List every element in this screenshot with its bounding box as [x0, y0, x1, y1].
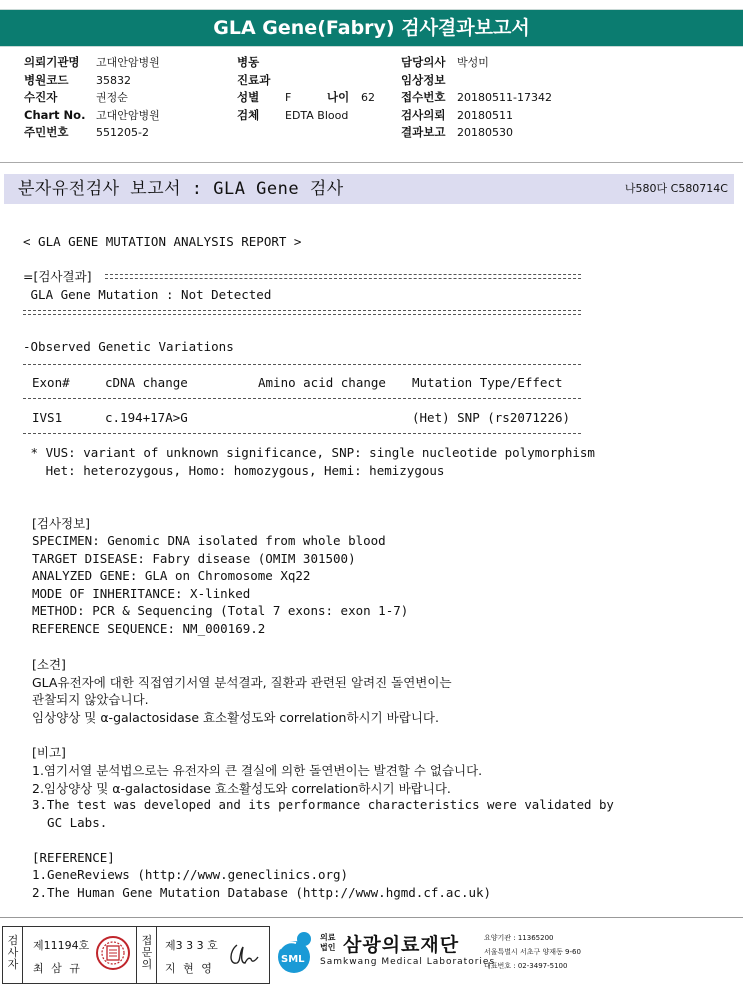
info-line: METHOD: PCR & Sequencing (Total 7 exons: exon 1-7) — [32, 603, 409, 618]
opinion-line: 임상양상 및 α-galactosidase 효소활성도와 correlation하시기 바랍니다. — [32, 710, 439, 725]
org-contact — [484, 931, 581, 973]
sml-logo-text: SML — [281, 954, 305, 965]
info-line: MODE OF INHERITANCE: X-linked — [32, 586, 251, 601]
result-rule-top — [105, 274, 581, 279]
field-department: 진료과 — [237, 72, 271, 87]
header-col-3 — [401, 54, 552, 142]
corp-label — [320, 933, 335, 953]
corp-label-line: 법인 — [320, 943, 336, 952]
th-amino: Amino acid change — [258, 375, 386, 390]
section-title: 분자유전검사 보고서 : GLA Gene 검사 — [18, 179, 344, 199]
opinion-line: GLA유전자에 대한 직접염기서열 분석결과, 질환과 관련된 알려진 돌연변이는 — [32, 675, 452, 690]
info-line: REFERENCE SEQUENCE: NM_000169.2 — [32, 621, 266, 636]
notes-line: * VUS: variant of unknown significance, SNP: single nucleotide polymorphism — [23, 445, 595, 460]
section-band — [4, 174, 734, 204]
field-institution: 의뢰기관명 고대안암병원 — [24, 55, 160, 69]
contact-line: 서울특별시 서초구 양재동 9-60 — [484, 948, 581, 956]
tester-vertical-char: 검 — [7, 934, 19, 947]
table-rule-bottom — [23, 433, 581, 434]
result-label: =[검사결과] — [23, 269, 92, 284]
field-sex-age: 성별 F 나이 62 — [237, 90, 375, 105]
table-rule-top — [23, 364, 581, 365]
sml-logo — [270, 929, 316, 975]
reference-line: 2.The Human Gene Mutation Database (http://www.hgmd.cf.ac.uk) — [32, 885, 492, 900]
tester-vertical-label — [6, 935, 20, 971]
field-chart-no: Chart No. 고대안암병원 — [24, 107, 160, 122]
contact-line: 대표번호 : 02-3497-5100 — [484, 962, 568, 970]
field-ward: 병동 — [237, 55, 260, 69]
table-cell: c.194+17A>G — [105, 410, 188, 425]
reference-label: [REFERENCE] — [32, 850, 115, 865]
tester-vertical-char: 자 — [7, 958, 19, 971]
signature-box — [2, 926, 270, 984]
section-code: 나580다 C580714C — [624, 182, 728, 195]
table-rule-mid — [23, 398, 581, 399]
th-mutation: Mutation Type/Effect — [412, 375, 563, 390]
checker-vertical-char: 접 — [141, 934, 153, 947]
header-divider — [0, 162, 743, 163]
reference-line: 1.GeneReviews (http://www.geneclinics.org) — [32, 867, 349, 882]
remarks-label: [비고] — [32, 745, 66, 760]
checker-signature — [225, 939, 261, 971]
observed-heading: -Observed Genetic Variations — [23, 339, 234, 354]
info-label: [검사정보] — [32, 516, 91, 531]
field-clinical-info: 임상정보 — [401, 72, 446, 87]
header-col-2 — [237, 54, 375, 124]
opinion-label: [소견] — [32, 657, 66, 672]
field-patient: 수진자 권정순 — [24, 90, 128, 105]
report-title: GLA Gene(Fabry) 검사결과보고서 — [0, 9, 743, 47]
checker-name: 지 현 영 — [165, 962, 214, 975]
remarks-line: 3.The test was developed and its performance characteristics were validated by — [32, 797, 614, 812]
opinion-line: 관찰되지 않았습니다. — [32, 692, 149, 707]
org-name: 삼광의료재단 — [343, 934, 460, 956]
contact-line: 요양기관 : 11365200 — [484, 934, 554, 942]
corp-label-line: 의료 — [320, 933, 336, 942]
remarks-line: 1.염기서열 분석법으로는 유전자의 큰 결실에 의한 돌연변이는 발견할 수 없습니다. — [32, 763, 483, 778]
tester-seal-stamp — [95, 935, 131, 971]
header-col-1 — [24, 54, 160, 142]
remarks-line: 2.임상양상 및 α-galactosidase 효소활성도와 correlation하시기 바랍니다. — [32, 781, 451, 796]
checker-vertical-char: 의 — [141, 958, 153, 971]
field-receipt-no: 접수번호 20180511-17342 — [401, 90, 552, 105]
info-line: TARGET DISEASE: Fabry disease (OMIM 301500) — [32, 551, 356, 566]
field-hospital-code: 병원코드 35832 — [24, 72, 131, 87]
checker-vertical-char: 문 — [141, 946, 153, 959]
footer — [0, 925, 743, 985]
footer-divider — [0, 917, 743, 918]
patient-info-header — [0, 54, 743, 154]
report-heading: < GLA GENE MUTATION ANALYSIS REPORT > — [23, 234, 302, 249]
th-exon: Exon# — [32, 375, 70, 390]
field-report-date: 결과보고 20180530 — [401, 125, 513, 140]
field-resident-no: 주민번호 551205-2 — [24, 125, 149, 140]
org-name-english: Samkwang Medical Laboratories — [320, 957, 496, 967]
field-specimen: 검체 EDTA Blood — [237, 107, 349, 122]
tester-name: 최 삼 규 — [33, 962, 82, 975]
table-cell: (Het) SNP (rs2071226) — [412, 410, 571, 425]
result-line: GLA Gene Mutation : Not Detected — [23, 287, 272, 302]
table-cell: IVS1 — [32, 410, 63, 425]
result-rule-bottom — [23, 310, 581, 315]
checker-license-no: 제3 3 3 호 — [165, 939, 218, 952]
notes-line: Het: heterozygous, Homo: homozygous, Hemi: hemizygous — [23, 463, 445, 478]
th-cdna: cDNA change — [105, 375, 188, 390]
field-request-date: 검사의뢰 20180511 — [401, 107, 513, 122]
info-line: SPECIMEN: Genomic DNA isolated from whole blood — [32, 533, 386, 548]
field-doctor: 담당의사 박성미 — [401, 55, 489, 69]
remarks-line: GC Labs. — [32, 815, 108, 830]
checker-vertical-label — [140, 935, 154, 971]
info-line: ANALYZED GENE: GLA on Chromosome Xq22 — [32, 568, 311, 583]
tester-vertical-char: 사 — [7, 946, 19, 959]
tester-license-no: 제11194호 — [33, 939, 90, 952]
